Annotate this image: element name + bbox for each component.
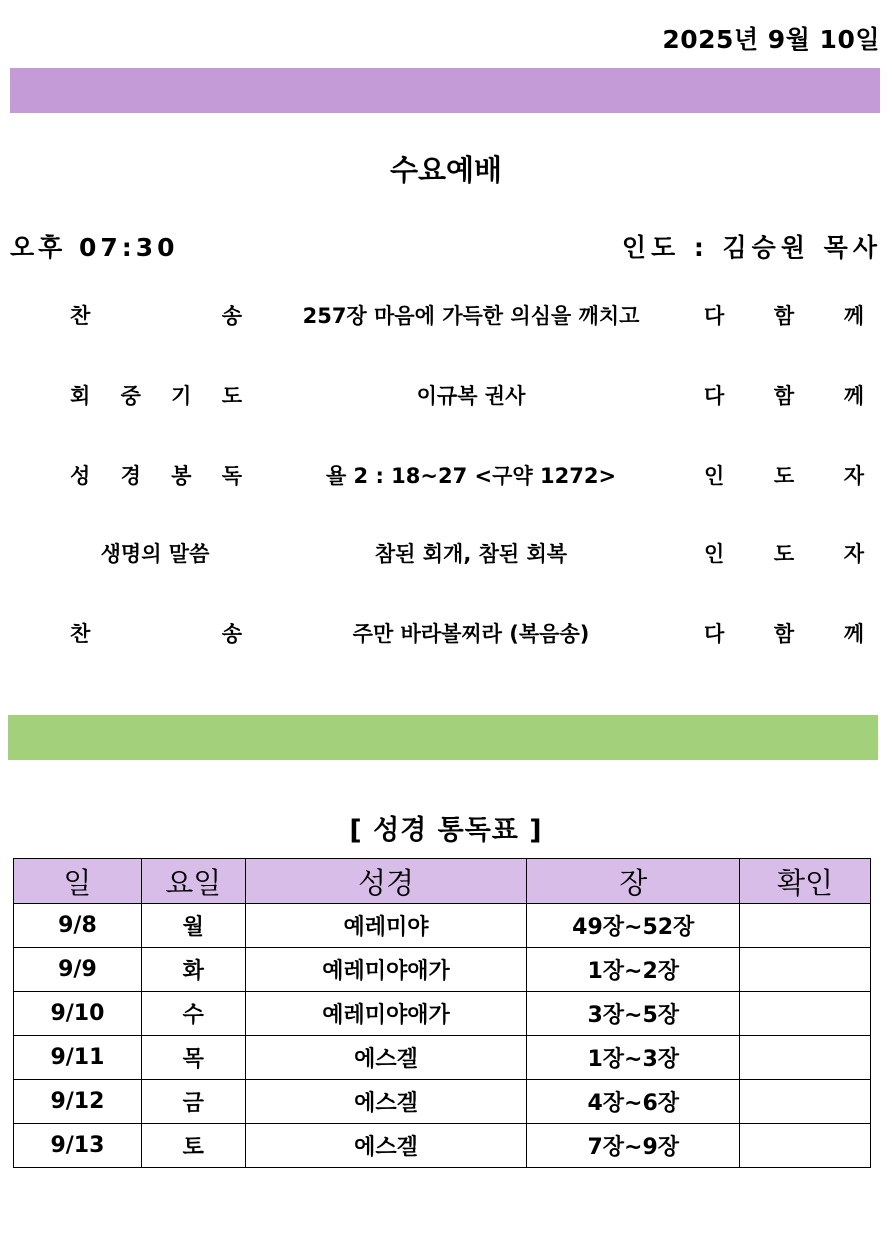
order-desc: 주만 바라볼찌라 (복음송) (352, 622, 590, 646)
order-row (0, 538, 892, 578)
cell-chapters: 4장~6장 (527, 1080, 740, 1124)
order-label: 생명의 말씀 (100, 542, 210, 566)
cell-chapters: 1장~2장 (527, 948, 740, 992)
cell-check[interactable] (740, 992, 871, 1036)
cell-day: 9/12 (14, 1080, 142, 1124)
service-leader: 인도 : 김승원 목사 (621, 233, 882, 262)
order-desc: 욜 2 : 18~27 <구약 1272> (325, 464, 617, 488)
cell-chapters: 3장~5장 (527, 992, 740, 1036)
order-who: 인 도 자 (704, 464, 864, 488)
cell-check[interactable] (740, 948, 871, 992)
cell-book: 예레미야애가 (245, 992, 527, 1036)
order-row (0, 380, 892, 420)
order-label: 회 중 기 도 (70, 384, 242, 408)
order-row (0, 618, 892, 658)
header-chapters: 장 (527, 859, 740, 904)
cell-book: 에스겔 (245, 1036, 527, 1080)
cell-weekday: 토 (141, 1124, 245, 1168)
header-bar (10, 68, 880, 113)
table-row (14, 948, 871, 992)
cell-chapters: 49장~52장 (527, 904, 740, 948)
section-bar (8, 715, 878, 760)
cell-day: 9/13 (14, 1124, 142, 1168)
order-desc: 참된 회개, 참된 회복 (374, 542, 568, 566)
cell-weekday: 금 (141, 1080, 245, 1124)
order-who: 다 함 께 (704, 304, 864, 328)
cell-day: 9/9 (14, 948, 142, 992)
cell-book: 에스겔 (245, 1080, 527, 1124)
cell-book: 예레미야애가 (245, 948, 527, 992)
cell-weekday: 목 (141, 1036, 245, 1080)
table-row (14, 992, 871, 1036)
cell-weekday: 화 (141, 948, 245, 992)
order-row (0, 460, 892, 500)
header-check: 확인 (740, 859, 871, 904)
order-who: 다 함 께 (704, 622, 864, 646)
bible-reading-table (13, 858, 871, 1168)
cell-check[interactable] (740, 904, 871, 948)
cell-weekday: 월 (141, 904, 245, 948)
bulletin-date: 2025년 9월 10일 (662, 25, 880, 54)
order-who: 다 함 께 (704, 384, 864, 408)
table-row (14, 1124, 871, 1168)
cell-check[interactable] (740, 1036, 871, 1080)
table-header-row (14, 859, 871, 904)
order-row (0, 300, 892, 340)
cell-book: 에스겔 (245, 1124, 527, 1168)
header-day: 일 (14, 859, 142, 904)
order-label: 성 경 봉 독 (70, 464, 242, 488)
cell-weekday: 수 (141, 992, 245, 1036)
cell-day: 9/8 (14, 904, 142, 948)
order-desc: 이규복 권사 (416, 384, 526, 408)
cell-book: 예레미야 (245, 904, 527, 948)
header-weekday: 요일 (141, 859, 245, 904)
cell-check[interactable] (740, 1080, 871, 1124)
order-label: 찬 송 (70, 304, 242, 328)
table-row (14, 904, 871, 948)
cell-check[interactable] (740, 1124, 871, 1168)
order-who: 인 도 자 (704, 542, 864, 566)
service-time: 오후 07:30 (10, 233, 179, 262)
header-book: 성경 (245, 859, 527, 904)
table-row (14, 1080, 871, 1124)
order-desc: 257장 마음에 가득한 의심을 깨치고 (302, 304, 640, 328)
cell-chapters: 7장~9장 (527, 1124, 740, 1168)
service-title: 수요예배 (389, 153, 503, 187)
order-label: 찬 송 (70, 622, 242, 646)
reading-title: [ 성경 통독표 ] (349, 815, 543, 846)
cell-day: 9/10 (14, 992, 142, 1036)
cell-day: 9/11 (14, 1036, 142, 1080)
table-row (14, 1036, 871, 1080)
cell-chapters: 1장~3장 (527, 1036, 740, 1080)
